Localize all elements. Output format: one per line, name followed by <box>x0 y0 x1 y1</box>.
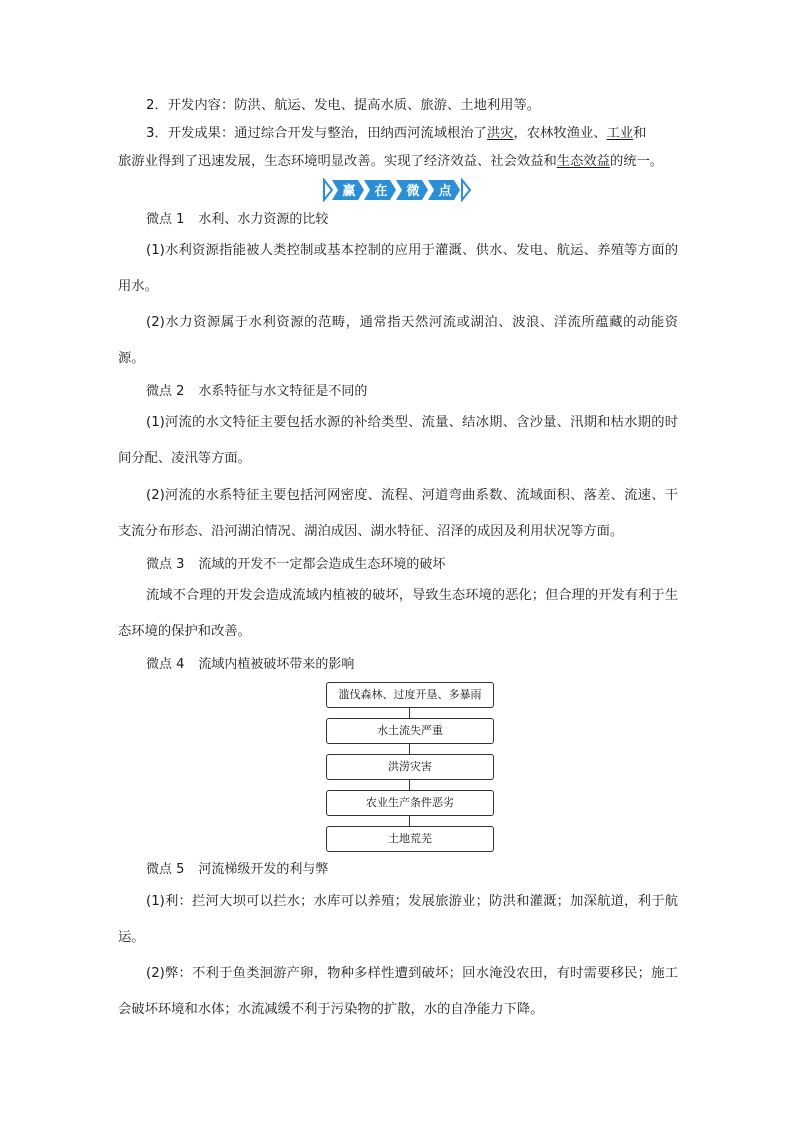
flow-step-1: 滥伐森林、过度开垦、多暴雨 <box>326 682 494 708</box>
point-label: 微点 4 <box>146 657 185 672</box>
banner-char-4: 点 <box>438 184 452 199</box>
point-1-para-2: (2)水力资源属于水利资源的范畴，通常指天然河流或湖泊、波浪、洋流所蕴藏的动能资源。 <box>118 315 678 366</box>
point-title: 流域内植被破坏带来的影响 <box>198 657 355 672</box>
point-2-heading <box>146 382 367 402</box>
flow-connector <box>409 708 410 718</box>
item-3-line-1 <box>146 124 646 144</box>
item-3-underline-2: 工业 <box>606 126 634 141</box>
flow-connector <box>409 780 410 790</box>
item-3-underline-1: 洪灾 <box>486 126 514 141</box>
section-banner <box>322 178 472 202</box>
point-label: 微点 3 <box>146 557 185 572</box>
point-title: 河流梯级开发的利与弊 <box>198 862 329 877</box>
point-2-para-1: (1)河流的水文特征主要包括水源的补给类型、流量、结冰期、含沙量、汛期和枯水期的时间分配、凌汛等方面。 <box>118 415 678 466</box>
banner-char-3: 微 <box>406 184 420 199</box>
point-3-heading <box>146 555 445 575</box>
point-5-para-1: (1)利：拦河大坝可以拦水；水库可以养殖；发展旅游业；防洪和灌溉；加深航道，利于航运。 <box>118 894 678 945</box>
point-label: 微点 1 <box>146 212 185 227</box>
point-5-heading <box>146 860 328 880</box>
point-2-para-2: (2)河流的水系特征主要包括河网密度、流程、河道弯曲系数、流域面积、落差、流速、干支流分布形态、沿河湖泊情况、湖泊成因、湖水特征、沼泽的成因及利用状况等方面。 <box>118 488 678 539</box>
point-title: 流域的开发不一定都会造成生态环境的破坏 <box>198 557 446 572</box>
item-3-line2-text-a: 旅游业得到了迅速发展，生态环境明显改善。实现了经济效益、社会效益和 <box>118 154 557 169</box>
item-3-line-2 <box>118 152 663 172</box>
flow-step-5: 土地荒芜 <box>326 826 494 852</box>
item-3-text-c: 和 <box>633 126 647 141</box>
flow-step-2: 水土流失严重 <box>326 718 494 744</box>
flow-step-3: 洪涝灾害 <box>326 754 494 780</box>
point-5-para-2: (2)弊：不利于鱼类洄游产卵，物种多样性遭到破坏；回水淹没农田，有时需要移民；施工会破坏环境和水体；水流减缓不利于污染物的扩散，水的自净能力下降。 <box>118 966 678 1017</box>
point-title: 水利、水力资源的比较 <box>198 212 329 227</box>
point-1-para-1: (1)水利资源指能被人类控制或基本控制的应用于灌溉、供水、发电、航运、养殖等方面的用水。 <box>118 243 678 294</box>
point-title: 水系特征与水文特征是不同的 <box>198 384 368 399</box>
item-3-text-b: ，农林牧渔业、 <box>513 126 607 141</box>
flow-connector <box>409 744 410 754</box>
item-3-line2-text-b: 的统一。 <box>609 154 664 169</box>
item-2-text: 2．开发内容：防洪、航运、发电、提高水质、旅游、土地利用等。 <box>146 98 541 113</box>
point-label: 微点 5 <box>146 862 185 877</box>
flow-connector <box>409 816 410 826</box>
banner-char-1: 赢 <box>342 184 356 199</box>
point-label: 微点 2 <box>146 384 185 399</box>
impact-flowchart <box>326 682 496 854</box>
flow-step-4: 农业生产条件恶劣 <box>326 790 494 816</box>
item-3-text-a: 3．开发成果：通过综合开发与整治，田纳西河流域根治了 <box>146 126 487 141</box>
point-3-para-1: 流域不合理的开发会造成流域内植被的破坏，导致生态环境的恶化；但合理的开发有利于生态环境的保护和改善。 <box>118 588 678 639</box>
point-1-heading <box>146 210 328 230</box>
point-4-heading <box>146 655 354 675</box>
banner-char-2: 在 <box>374 184 388 199</box>
item-3-underline-3: 生态效益 <box>556 154 610 169</box>
